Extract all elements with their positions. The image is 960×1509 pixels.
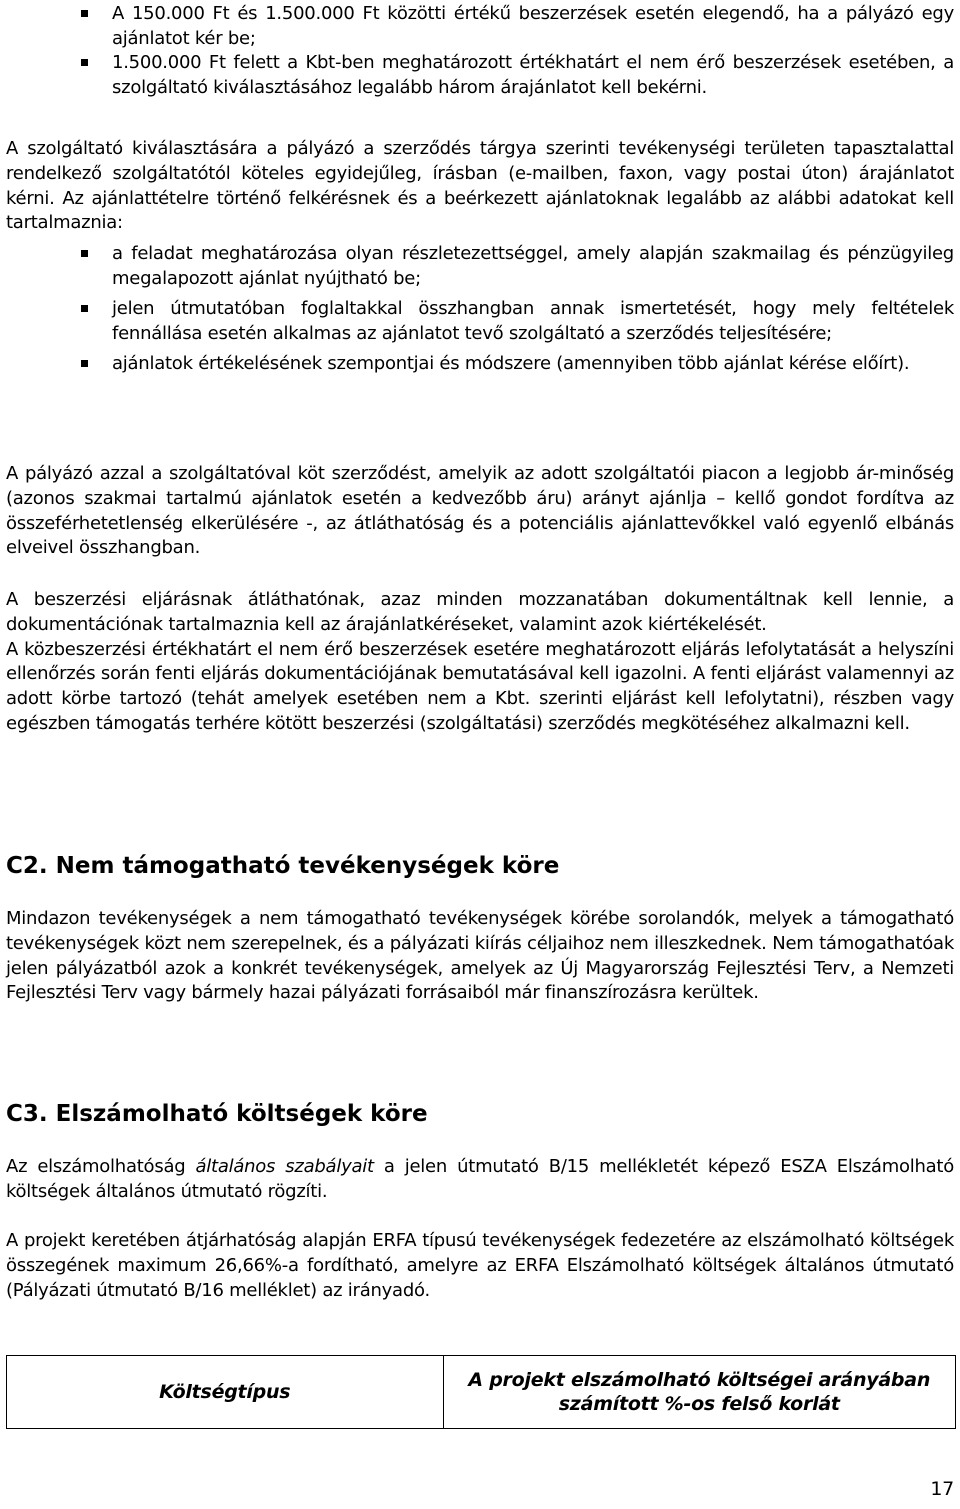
list-item: 1.500.000 Ft felett a Kbt-ben meghatározott értékhatárt el nem érő beszerzések esetében, a szolgáltató kiválasztásához legalább három árajánlatot kell bekérni. <box>6 51 954 100</box>
threshold-bullet-list <box>6 2 954 100</box>
square-bullet-icon <box>81 59 88 66</box>
paragraph-supplier-selection: A szolgáltató kiválasztására a pályázó a szerződés tárgya szerinti tevékenységi területen tapasztalattal rendelkező szolgáltatótól köteles egyidejűleg, írásban (e-mailben, faxon, vagy postai úton) árajánlatot kérni. Az ajánlattételre történő felkérésnek és a beérkezett ajánlatoknak legalább az alábbi adatokat kell tartalmaznia: <box>6 138 954 234</box>
square-bullet-icon <box>81 360 88 367</box>
list-item: ajánlatok értékelésének szempontjai és módszere (amennyiben több ajánlat kérése előírt). <box>6 352 954 377</box>
square-bullet-icon <box>81 250 88 257</box>
paragraph-c3-erfa: A projekt keretében átjárhatóság alapján ERFA típusú tevékenységek fedezetére az elszámolható költségek összegének maximum 26,66%-a fordítható, amelyre az ERFA Elszámolható költségek általános útmutató (Pályázati útmutató B/16 melléklet) az irányadó. <box>6 1230 954 1301</box>
paragraph-contract: A pályázó azzal a szolgáltatóval köt szerződést, amelyik az adott szolgáltatói piacon a legjobb ár-minőség (azonos szakmai tartalmú ajánlatok esetén a kedvezőbb áru) arányt ajánlja – kellő gondot fordítva az összeférhetetlenség elkerülésére -, az átláthatóság és a potenciális ajánlattevőkkel való egyenlő elbánás elveivel összhangban. <box>6 463 954 559</box>
section-heading-c3: C3. Elszámolható költségek köre <box>6 1101 428 1127</box>
table-header-row <box>7 1356 956 1429</box>
paragraph-threshold-procedure: A közbeszerzési értékhatárt el nem érő beszerzések esetére meghatározott eljárás lefolytatását a helyszíni ellenőrzés során fenti eljárás dokumentációjának bemutatásával kell igazolni. A fenti eljárást valamennyi az adott körbe tartozó (tehát amelyek esetében nem a Kbt. szerinti eljárást kell lefolytatni), részben vagy egészben támogatás terhére kötött beszerzési (szolgáltatási) szerződés megkötéséhez alkalmazni kell. <box>6 638 954 734</box>
list-item: a feladat meghatározása olyan részletezettséggel, amely alapján szakmailag és pénzügyileg megalapozott ajánlat nyújtható be; <box>6 242 954 291</box>
supplier-selection-block <box>6 137 954 377</box>
column-header-cost-type: Költségtípus <box>7 1356 444 1429</box>
paragraph-c3-general-rules: Az elszámolhatóság általános szabályait a jelen útmutató B/15 mellékletét képező ESZA Elszámolható költségek általános útmutató rögzíti. <box>6 1156 955 1202</box>
list-item: jelen útmutatóban foglaltakkal összhangban annak ismertetését, hogy mely feltételek fennállása esetén alkalmas az ajánlatot tevő szolgáltató a szerződés teljesítésére; <box>6 297 954 346</box>
required-data-bullet-list <box>6 242 954 377</box>
column-header-limit: A projekt elszámolható költségei arányában számított %-os felső korlát <box>443 1356 955 1429</box>
transparency-block <box>6 588 954 737</box>
cost-limit-table <box>6 1355 956 1429</box>
paragraph-transparency: A beszerzési eljárásnak átláthatónak, azaz minden mozzanatában dokumentáltnak kell lennie, a dokumentációnak tartalmaznia kell az árajánlatkéréseket, valamint azok kiértékelését. <box>6 589 954 635</box>
square-bullet-icon <box>81 305 88 312</box>
paragraph-c2-body: Mindazon tevékenységek a nem támogatható tevékenységek körébe sorolandók, melyek a támogatható tevékenységek közt nem szerepelnek, és a pályázati kiírás céljaihoz nem illeszkednek. Nem támogathatóak jelen pályázatból azok a konkrét tevékenységek, amelyek az Új Magyarország Fejlesztési Terv, a Nemzeti Fejlesztési Terv vagy bármely hazai pályázati forrásaiból már finanszírozásra kerültek. <box>6 908 954 1004</box>
section-heading-c2: C2. Nem támogatható tevékenységek köre <box>6 853 560 879</box>
emphasis-general-rules: általános szabályait <box>195 1156 374 1177</box>
square-bullet-icon <box>81 10 88 17</box>
page-number: 17 <box>930 1478 954 1500</box>
list-item: A 150.000 Ft és 1.500.000 Ft közötti értékű beszerzések esetén elegendő, ha a pályázó egy ajánlatot kér be; <box>6 2 954 51</box>
